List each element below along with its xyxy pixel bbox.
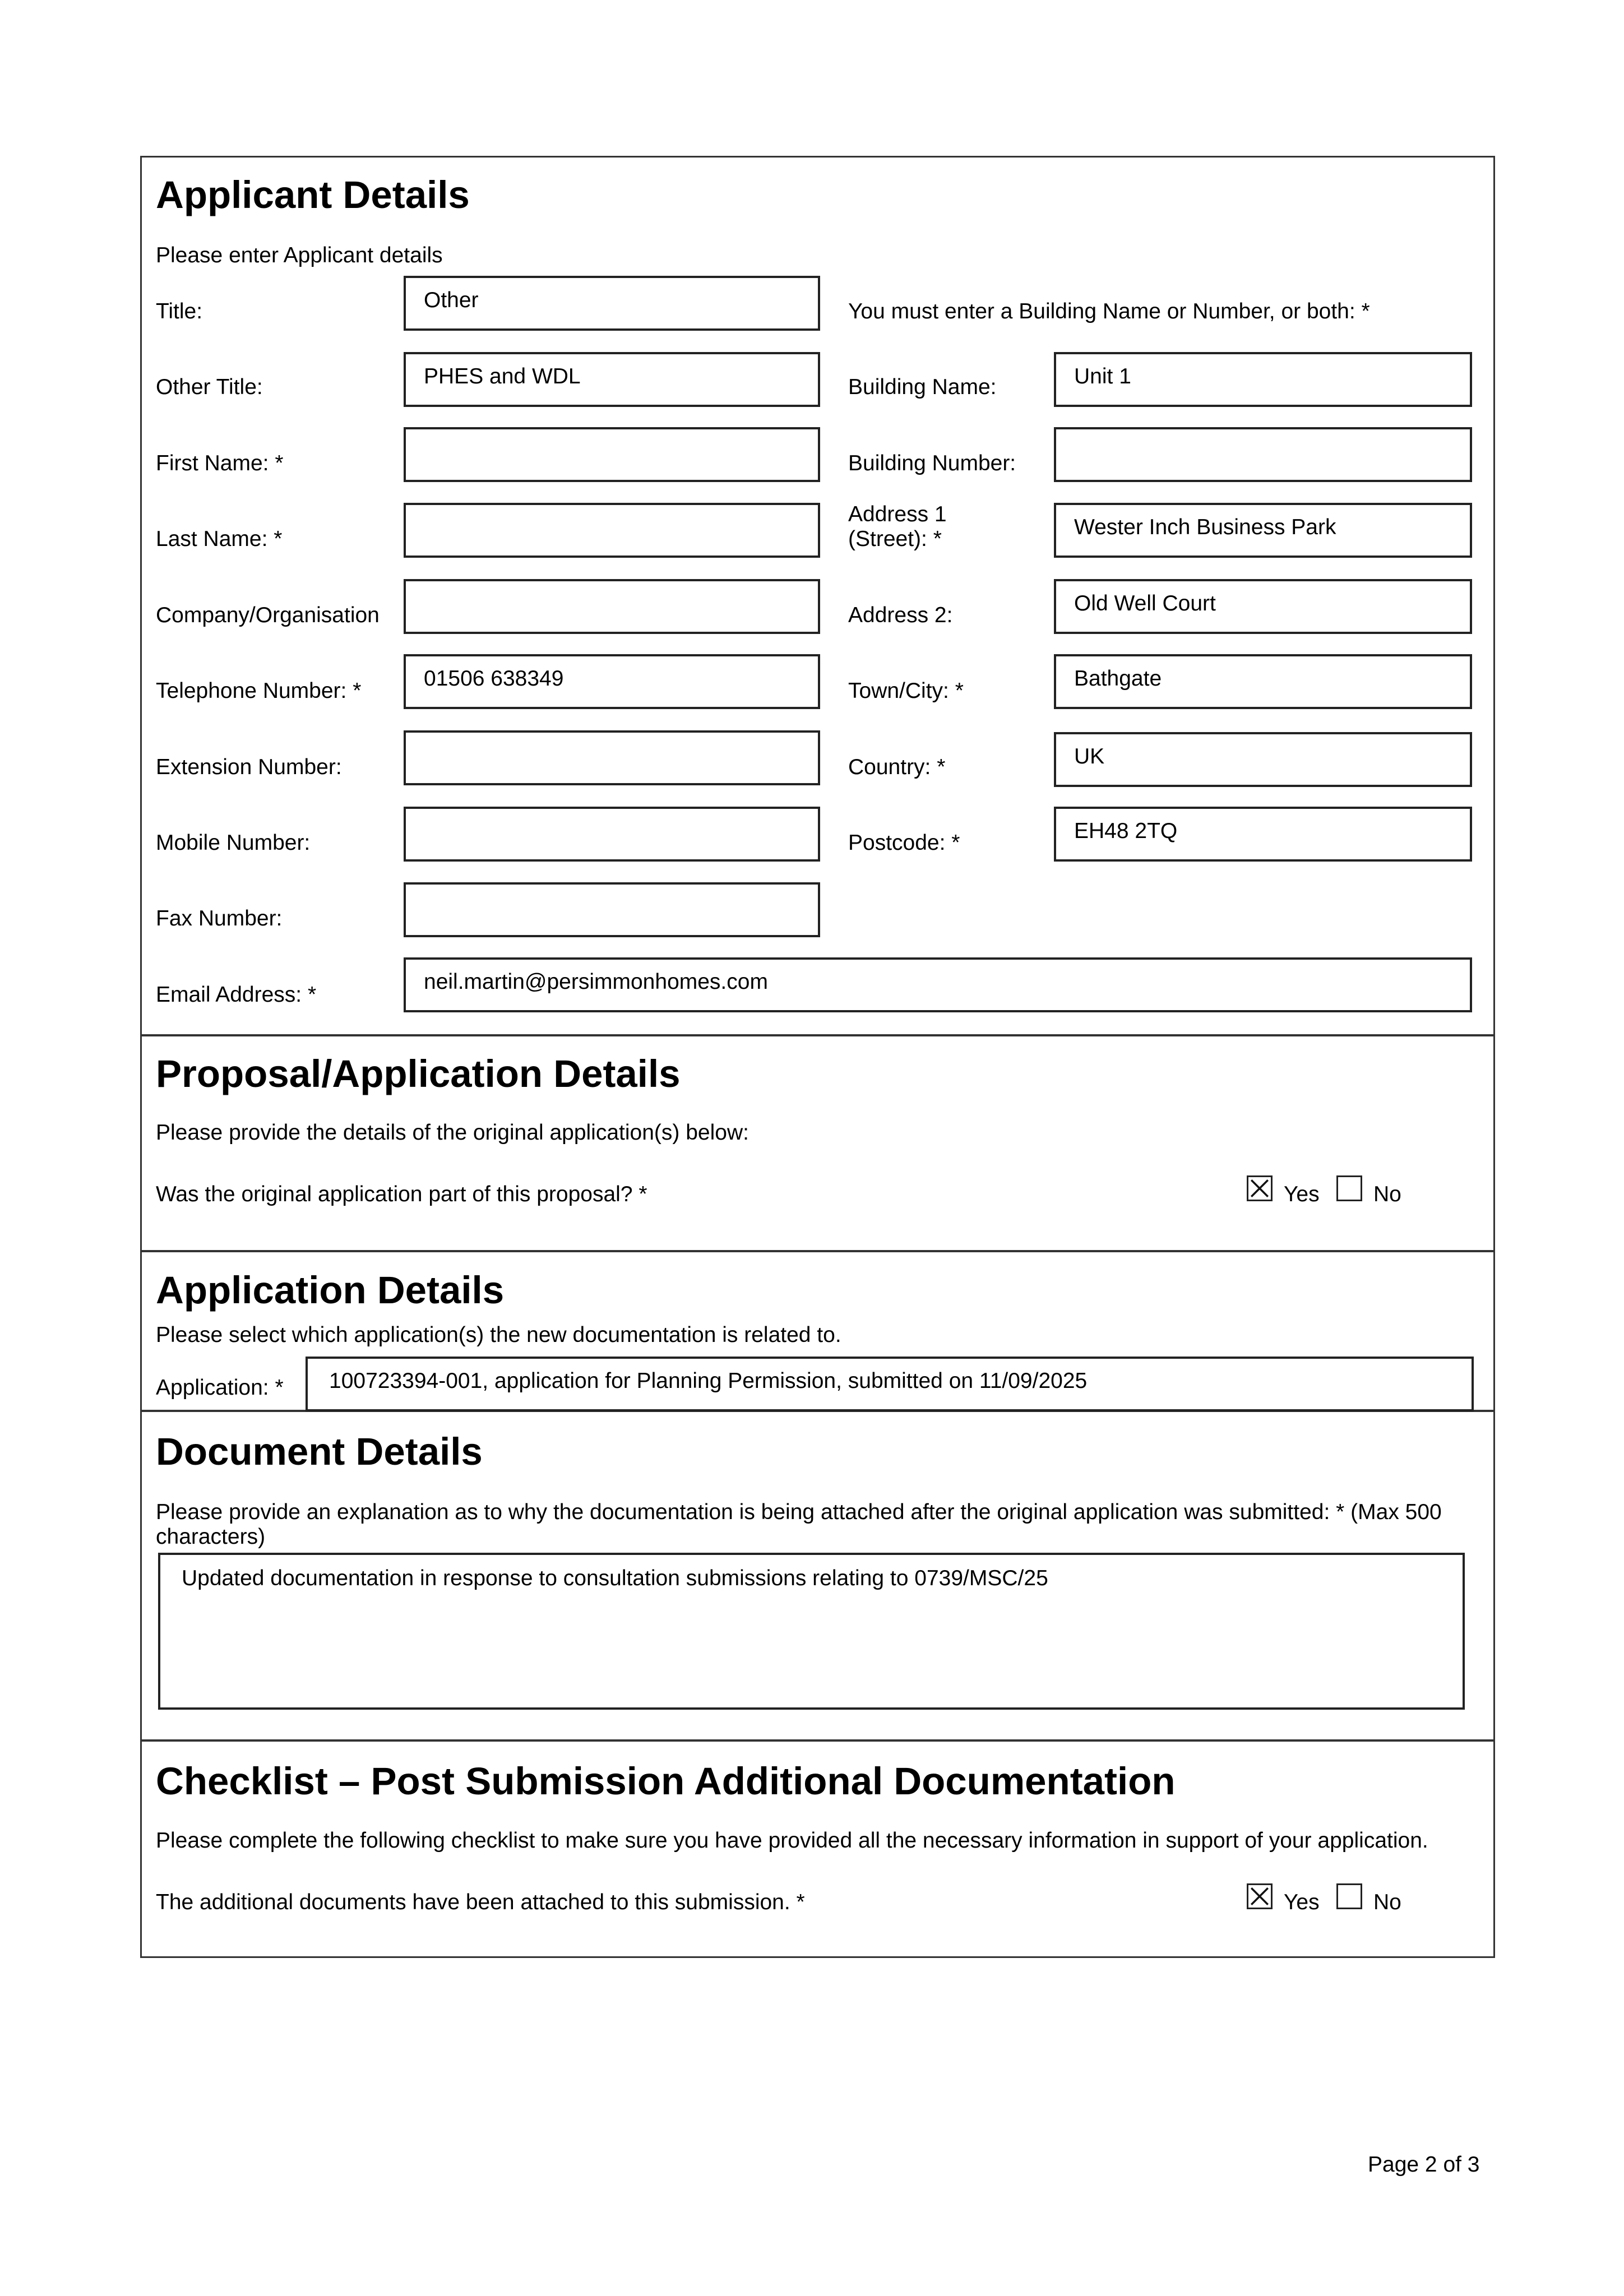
- section-divider: [140, 1739, 1495, 1742]
- proposal-yes-checkbox[interactable]: [1247, 1175, 1273, 1201]
- building-number-field[interactable]: [1054, 427, 1472, 482]
- section-divider: [140, 1250, 1495, 1252]
- proposal-yes-label: Yes: [1284, 1182, 1320, 1206]
- town-field[interactable]: [1054, 654, 1472, 709]
- title-field[interactable]: [404, 276, 820, 331]
- postcode-value: EH48 2TQ: [1074, 819, 1178, 843]
- proposal-heading: Proposal/Application Details: [156, 1052, 681, 1095]
- address2-value: Old Well Court: [1074, 591, 1216, 615]
- checklist-intro: Please complete the following checklist to make sure you have provided all the necessary information in support of your application.: [156, 1829, 1428, 1853]
- country-value: UK: [1074, 744, 1105, 769]
- company-label: Company/Organisation: [156, 603, 380, 627]
- telephone-value: 01506 638349: [424, 666, 564, 691]
- application-heading: Application Details: [156, 1269, 505, 1312]
- section-divider: [140, 1034, 1495, 1036]
- checklist-no-checkbox[interactable]: [1336, 1883, 1362, 1909]
- company-field[interactable]: [404, 579, 820, 634]
- other-title-label: Other Title:: [156, 375, 263, 399]
- application-label: Application: *: [156, 1376, 284, 1400]
- address1-label-line2: (Street): *: [848, 527, 942, 551]
- address1-label-line1: Address 1: [848, 502, 947, 526]
- email-value: neil.martin@persimmonhomes.com: [424, 970, 768, 994]
- town-label: Town/City: *: [848, 679, 964, 703]
- explanation-value: Updated documentation in response to consultation submissions relating to 0739/MSC/25: [182, 1566, 1048, 1590]
- fax-label: Fax Number:: [156, 906, 283, 931]
- application-intro: Please select which application(s) the new documentation is related to.: [156, 1323, 841, 1347]
- proposal-no-label: No: [1373, 1182, 1401, 1206]
- address2-field[interactable]: [1054, 579, 1472, 634]
- postcode-field[interactable]: [1054, 807, 1472, 862]
- building-name-field[interactable]: [1054, 352, 1472, 407]
- application-value: 100723394-001, application for Planning Permission, submitted on 11/09/2025: [329, 1369, 1088, 1393]
- building-name-label: Building Name:: [848, 375, 997, 399]
- explanation-textarea[interactable]: [158, 1553, 1465, 1710]
- extension-field[interactable]: [404, 730, 820, 785]
- applicant-heading: Applicant Details: [156, 173, 470, 216]
- building-name-value: Unit 1: [1074, 364, 1131, 388]
- last-name-label: Last Name: *: [156, 527, 283, 551]
- address2-label: Address 2:: [848, 603, 953, 627]
- last-name-field[interactable]: [404, 503, 820, 558]
- proposal-question: Was the original application part of this proposal? *: [156, 1182, 647, 1206]
- other-title-value: PHES and WDL: [424, 364, 581, 388]
- address1-value: Wester Inch Business Park: [1074, 515, 1336, 539]
- title-value: Other: [424, 288, 479, 312]
- check-x-icon: [1248, 1885, 1271, 1908]
- country-label: Country: *: [848, 755, 946, 779]
- checklist-yes-label: Yes: [1284, 1890, 1320, 1914]
- building-note: You must enter a Building Name or Number, or both: *: [848, 299, 1370, 323]
- email-field[interactable]: [404, 957, 1472, 1012]
- address1-field[interactable]: [1054, 503, 1472, 558]
- document-intro-line2: characters): [156, 1525, 266, 1549]
- title-label: Title:: [156, 299, 203, 323]
- town-value: Bathgate: [1074, 666, 1162, 691]
- postcode-label: Postcode: *: [848, 831, 960, 855]
- checklist-no-label: No: [1373, 1890, 1401, 1914]
- application-select[interactable]: [306, 1357, 1474, 1411]
- extension-label: Extension Number:: [156, 755, 342, 779]
- document-heading: Document Details: [156, 1430, 483, 1473]
- telephone-field[interactable]: [404, 654, 820, 709]
- document-intro-line1: Please provide an explanation as to why the documentation is being attached after the original application was submitted: * (Max 500: [156, 1500, 1442, 1524]
- applicant-intro: Please enter Applicant details: [156, 243, 443, 267]
- mobile-label: Mobile Number:: [156, 831, 311, 855]
- fax-field[interactable]: [404, 882, 820, 937]
- other-title-field[interactable]: [404, 352, 820, 407]
- mobile-field[interactable]: [404, 807, 820, 862]
- telephone-label: Telephone Number: *: [156, 679, 362, 703]
- page-number: Page 2 of 3: [1368, 2152, 1480, 2177]
- proposal-no-checkbox[interactable]: [1336, 1175, 1362, 1201]
- email-label: Email Address: *: [156, 983, 317, 1007]
- checklist-yes-checkbox[interactable]: [1247, 1883, 1273, 1909]
- checklist-question: The additional documents have been attached to this submission. *: [156, 1890, 805, 1914]
- first-name-label: First Name: *: [156, 451, 284, 475]
- country-field[interactable]: [1054, 732, 1472, 787]
- first-name-field[interactable]: [404, 427, 820, 482]
- check-x-icon: [1248, 1177, 1271, 1200]
- building-number-label: Building Number:: [848, 451, 1016, 475]
- checklist-heading: Checklist – Post Submission Additional Documentation: [156, 1760, 1176, 1803]
- proposal-intro: Please provide the details of the original application(s) below:: [156, 1121, 749, 1145]
